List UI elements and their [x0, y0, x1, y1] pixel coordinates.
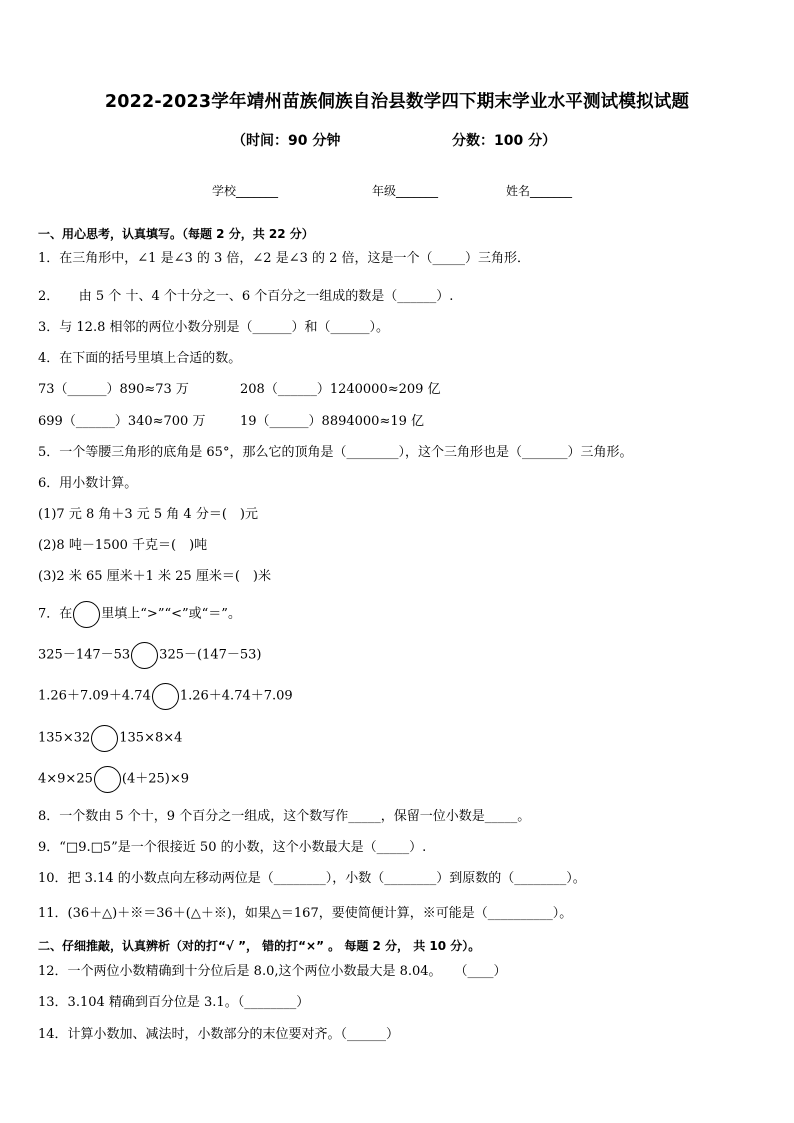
exam-score: 分数：100 分） [452, 133, 557, 149]
question-6: 6．用小数计算。 [38, 476, 138, 491]
question-4b: 208（______）1240000≈209 亿 [240, 382, 441, 397]
question-12: 12．一个两位小数精确到十分位后是 8.0,这个两位小数最大是 8.04。 （____） [38, 964, 507, 979]
question-14: 14．计算小数加、减法时，小数部分的末位要对齐。（______） [38, 1027, 400, 1042]
exam-title: 2022-2023学年靖州苗族侗族自治县数学四下期末学业水平测试模拟试题 [104, 92, 690, 112]
question-4d: 19（______）8894000≈19 亿 [240, 414, 425, 429]
compare-circle [73, 601, 100, 628]
question-8: 8．一个数由 5 个十，9 个百分之一组成，这个数写作_____，保留一位小数是_____。 [38, 809, 531, 824]
compare-right: 1.26＋4.74＋7.09 [179, 688, 293, 704]
compare-left: 1.26＋7.09＋4.74 [38, 688, 151, 704]
question-6-part-1: (1)7 元 8 角＋3 元 5 角 4 分＝( )元 [38, 507, 258, 522]
compare-left: 135×32 [38, 730, 91, 746]
question-5: 5．一个等腰三角形的底角是 65°，那么它的顶角是（________），这个三角形也是（_______）三角形。 [38, 445, 633, 460]
compare-row-3 [38, 725, 182, 752]
question-7-suffix: 里填上“>”“<”或“＝”。 [101, 606, 241, 622]
question-7-prefix: 7．在 [38, 606, 73, 622]
question-3: 3．与 12.8 相邻的两位小数分别是（______）和（______）。 [38, 320, 389, 335]
grade-field: 年级_______ [372, 184, 439, 198]
compare-right: 135×8×4 [119, 730, 183, 746]
question-6-part-2: (2)8 吨－1500 千克＝( )吨 [38, 538, 208, 553]
question-4: 4．在下面的括号里填上合适的数。 [38, 351, 242, 366]
compare-right: (4＋25)×9 [121, 771, 189, 787]
question-7 [38, 601, 241, 628]
question-13: 13．3.104 精确到百分位是 3.1。（________） [38, 995, 310, 1010]
question-11: 11．(36＋△)＋※＝36＋(△＋※)，如果△＝167，要使简便计算，※可能是（__________）。 [38, 906, 573, 921]
compare-circle[interactable] [131, 642, 158, 669]
question-1: 1．在三角形中，∠1 是∠3 的 3 倍，∠2 是∠3 的 2 倍，这是一个（_____）三角形． [38, 251, 531, 266]
name-field: 姓名_______ [506, 184, 573, 198]
compare-left: 325－147－53 [38, 647, 131, 663]
compare-right: 325－(147－53) [159, 647, 262, 663]
question-4c: 699（______）340≈700 万 [38, 414, 206, 429]
compare-circle[interactable] [91, 725, 118, 752]
question-6-part-3: (3)2 米 65 厘米＋1 米 25 厘米＝( )米 [38, 569, 271, 584]
section-1-heading: 一、用心思考，认真填写。（每题 2 分，共 22 分） [38, 227, 314, 241]
question-2: 2． 由 5 个 十、4 个十分之一、6 个百分之一组成的数是（______）. [38, 289, 454, 304]
school-field: 学校_______ [212, 184, 279, 198]
question-9: 9．“□9.□5”是一个很接近 50 的小数，这个小数最大是（_____）. [38, 840, 427, 855]
compare-row-4 [38, 766, 189, 793]
question-10: 10．把 3.14 的小数点向左移动两位是（________），小数（________）到原数的（________）。 [38, 871, 586, 886]
compare-circle[interactable] [152, 683, 179, 710]
compare-row-1 [38, 642, 261, 669]
question-4a: 73（______）890≈73 万 [38, 382, 189, 397]
compare-circle[interactable] [94, 766, 121, 793]
compare-row-2 [38, 683, 293, 710]
exam-time: （时间：90 分钟 [232, 133, 341, 149]
section-2-heading: 二、仔细推敲，认真辨析（对的打“√ ”， 错的打“×” 。 每题 2 分， 共 10 分）。 [38, 939, 481, 953]
compare-left: 4×9×25 [38, 771, 93, 787]
